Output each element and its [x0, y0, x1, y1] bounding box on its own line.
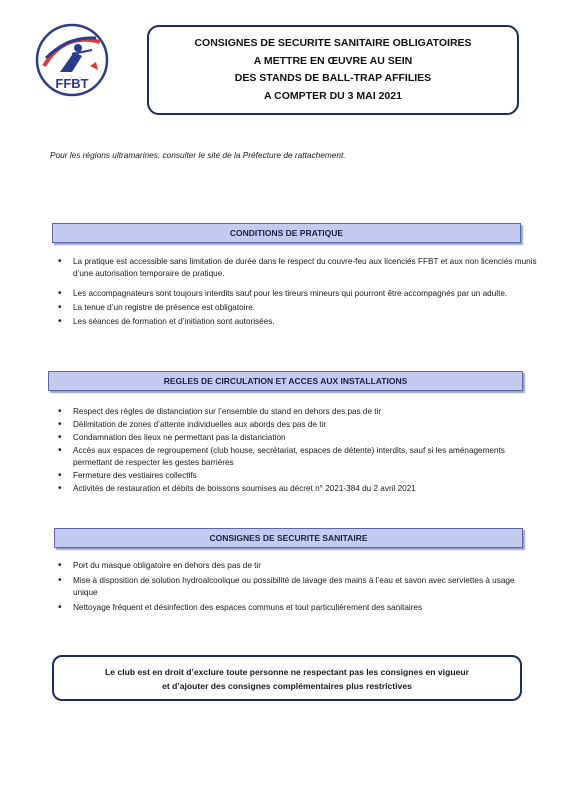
list-item: • Fermeture des vestiaires collectifs	[57, 470, 537, 482]
list-item: • Mise à disposition de solution hydroalcoolique ou possibilité de lavage des mains à l’eau et savon avec serviettes à usage unique	[57, 575, 537, 599]
title-line-1: CONSIGNES DE SECURITE SANITAIRE OBLIGATOIRES	[194, 37, 472, 49]
circulation-list	[57, 406, 537, 495]
list-item: • Activités de restauration et débits de boissons soumises au décret n° 2021-384 du 2 avril 2021	[57, 483, 537, 495]
list-item: • Délimitation de zones d’attente individuelles aux abords des pas de tir	[57, 419, 537, 431]
footer-line-1: Le club est en droit d’exclure toute personne ne respectant pas les consignes en vigueur	[105, 667, 469, 677]
list-item: • Condamnation des lieux ne permettant pas la distanciation	[57, 432, 537, 444]
footer-line-2: et d’ajouter des consignes complémentaires plus restrictives	[162, 681, 412, 691]
title-box	[147, 25, 519, 115]
section-title-conditions: CONDITIONS DE PRATIQUE	[52, 223, 521, 243]
list-item: • Les séances de formation et d’initiation sont autorisées.	[57, 316, 537, 328]
list-item: • Les accompagnateurs sont toujours interdits sauf pour les tireurs mineurs qui pourront être accompagnés par un adulte.	[57, 288, 537, 300]
footer-notice-box	[52, 655, 522, 701]
regional-note: Pour les régions ultramarines, consulter le site de la Préfecture de rattachement.	[50, 150, 346, 160]
list-item: • Respect des règles de distanciation sur l’ensemble du stand en dehors des pas de tir	[57, 406, 537, 418]
section-title-circulation: REGLES DE CIRCULATION ET ACCES AUX INSTALLATIONS	[48, 371, 523, 391]
list-item: • Port du masque obligatoire en dehors des pas de tir	[57, 560, 537, 572]
title-line-2: A METTRE EN ŒUVRE AU SEIN	[253, 54, 413, 67]
logo-text: FFBT	[55, 76, 89, 91]
list-item: • Accès aux espaces de regroupement (club house, secrétariat, espaces de détente) interdits, sauf si les aménagements permettant de respecter les gestes barrières	[57, 445, 537, 469]
section-title-sanitaire: CONSIGNES DE SECURITE SANITAIRE	[54, 528, 523, 548]
sanitaire-list	[57, 560, 537, 614]
title-line-4: A COMPTER DU 3 MAI 2021	[264, 89, 402, 102]
ffbt-logo-icon	[34, 22, 110, 98]
conditions-list	[57, 256, 537, 328]
title-line-3: DES STANDS DE BALL-TRAP AFFILIES	[234, 72, 432, 84]
list-item: • La tenue d’un registre de présence est obligatoire.	[57, 302, 537, 314]
list-item: • Nettoyage fréquent et désinfection des espaces communs et tout particulièrement des sanitaires	[57, 602, 537, 614]
list-item: • La pratique est accessible sans limitation de durée dans le respect du couvre-feu aux licenciés FFBT et aux non licenciés munis d’une autorisation temporaire de pratique.	[57, 256, 537, 280]
